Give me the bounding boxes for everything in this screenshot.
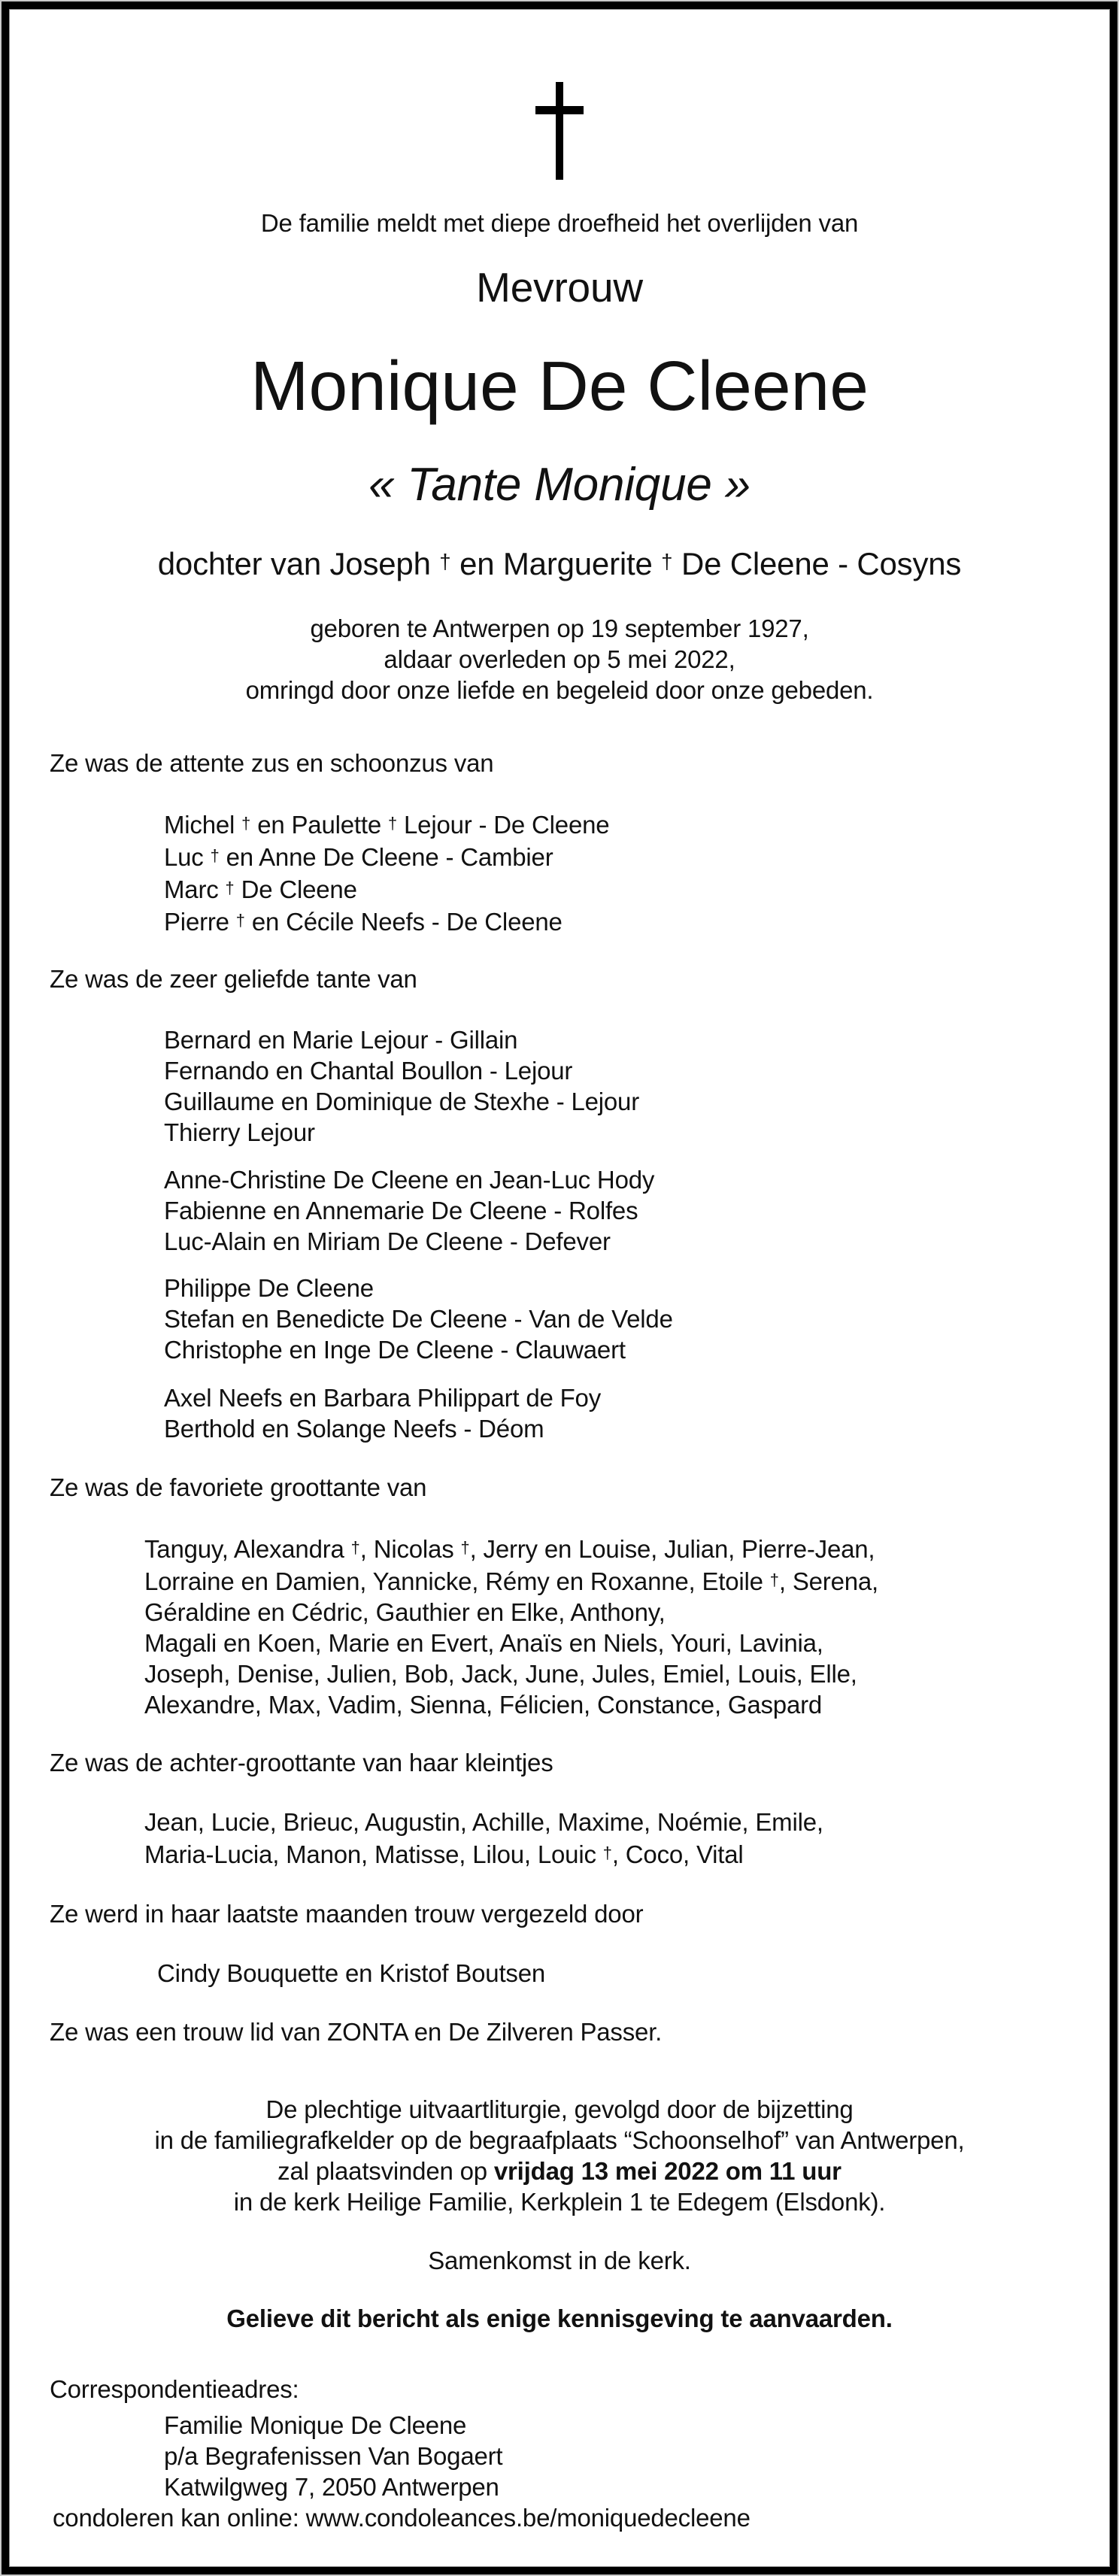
online-condolence-line: condoleren kan online: www.condoleances.be/moniquedecleene <box>53 2504 751 2532</box>
list-item: Guillaume en Dominique de Stexhe - Lejour <box>164 1088 639 1116</box>
list-item: Joseph, Denise, Julien, Bob, Jack, June, Jules, Emiel, Louis, Elle, <box>144 1660 857 1689</box>
funeral-line-3-prefix: zal plaatsvinden op <box>277 2157 494 2186</box>
list-item: Alexandre, Max, Vadim, Sienna, Félicien, Constance, Gaspard <box>144 1691 823 1719</box>
black-frame <box>2 2 1117 2574</box>
list-item: Pierre † en Cécile Neefs - De Cleene <box>164 908 563 936</box>
address-line: Familie Monique De Cleene <box>164 2411 467 2440</box>
mourning-card <box>9 9 1110 2567</box>
memberships-line: Ze was een trouw lid van ZONTA en De Zilveren Passer. <box>50 2018 663 2047</box>
nieces-group-3 <box>10 1273 1109 1365</box>
list-item: Christophe en Inge De Cleene - Clauwaert <box>164 1336 626 1364</box>
list-item: Tanguy, Alexandra †, Nicolas †, Jerry en Louise, Julian, Pierre-Jean, <box>144 1535 875 1564</box>
list-item: Luc † en Anne De Cleene - Cambier <box>164 842 553 871</box>
grandnieces-list <box>10 1532 1109 1720</box>
correspondence-label: Correspondentieadres: <box>50 2375 299 2404</box>
dagger-icon: † <box>602 1843 612 1863</box>
notice-line: Gelieve dit bericht als enige kennisgeving te aanvaarden. <box>226 2304 893 2333</box>
intro-line: De familie meldt met diepe droefheid het overlijden van <box>260 209 859 237</box>
funeral-date-time: vrijdag 13 mei 2022 om 11 uur <box>493 2157 842 2186</box>
section-greatgrandnieces-title: Ze was de achter-groottante van haar kleintjes <box>50 1749 553 1777</box>
nieces-group-1 <box>10 1024 1109 1148</box>
farewell-line: omringd door onze liefde en begeleid door onze gebeden. <box>245 675 874 704</box>
death-line: aldaar overleden op 5 mei 2022, <box>384 645 735 673</box>
companions-names: Cindy Bouquette en Kristof Boutsen <box>157 1959 546 1988</box>
dagger-icon: † <box>241 813 251 833</box>
list-item: Axel Neefs en Barbara Philippart de Foy <box>164 1384 602 1412</box>
gathering-line: Samenkomst in de kerk. <box>428 2247 691 2275</box>
dagger-icon: † <box>439 550 451 573</box>
funeral-line-2: in de familiegrafkelder op de begraafplaats “Schoonselhof” van Antwerpen, <box>154 2126 965 2155</box>
list-item: Lorraine en Damien, Yannicke, Rémy en Roxanne, Etoile †, Serena, <box>144 1567 879 1596</box>
nieces-group-2 <box>10 1164 1109 1257</box>
siblings-list <box>10 808 1109 937</box>
address-line: Katwilgweg 7, 2050 Antwerpen <box>164 2473 499 2502</box>
list-item: Anne-Christine De Cleene en Jean-Luc Hody <box>164 1166 655 1194</box>
dagger-icon: † <box>235 911 245 930</box>
list-item: Thierry Lejour <box>164 1118 315 1147</box>
life-dates <box>10 613 1109 705</box>
list-item: Bernard en Marie Lejour - Gillain <box>164 1026 518 1054</box>
funeral-line-4: in de kerk Heilige Familie, Kerkplein 1 te Edegem (Elsdonk). <box>233 2188 886 2216</box>
parents-line: dochter van Joseph † en Marguerite † De Cleene - Cosyns <box>157 545 962 581</box>
dagger-icon: † <box>350 1538 360 1558</box>
list-item: Fernando en Chantal Boullon - Lejour <box>164 1057 573 1085</box>
funeral-details <box>10 2094 1109 2217</box>
list-item: Géraldine en Cédric, Gauthier en Elke, Anthony, <box>144 1598 666 1627</box>
list-item: Maria-Lucia, Manon, Matisse, Lilou, Louic †, Coco, Vital <box>144 1840 744 1869</box>
nieces-group-4 <box>10 1382 1109 1444</box>
dagger-icon: † <box>225 878 235 897</box>
funeral-line-3 <box>10 2156 1109 2186</box>
section-nieces-title: Ze was de zeer geliefde tante van <box>50 965 417 994</box>
list-item: Berthold en Solange Neefs - Déom <box>164 1415 544 1443</box>
list-item: Marc † De Cleene <box>164 875 357 904</box>
list-item: Fabienne en Annemarie De Cleene - Rolfes <box>164 1197 638 1225</box>
list-item: Luc-Alain en Miriam De Cleene - Defever <box>164 1227 611 1256</box>
cross-icon <box>535 82 584 180</box>
list-item: Stefan en Benedicte De Cleene - Van de Velde <box>164 1305 673 1334</box>
dagger-icon: † <box>387 813 398 833</box>
correspondence-address <box>10 2410 1109 2502</box>
dagger-icon: † <box>661 550 673 573</box>
list-item: Philippe De Cleene <box>164 1274 374 1303</box>
dagger-icon: † <box>460 1538 470 1558</box>
nickname: « Tante Monique » <box>368 459 751 511</box>
section-siblings-title: Ze was de attente zus en schoonzus van <box>50 748 494 777</box>
list-item: Michel † en Paulette † Lejour - De Cleene <box>164 810 610 839</box>
address-line: p/a Begrafenissen Van Bogaert <box>164 2442 503 2471</box>
section-grandnieces-title: Ze was de favoriete groottante van <box>50 1473 427 1502</box>
dagger-icon: † <box>210 845 220 865</box>
birth-line: geboren te Antwerpen op 19 september 1927, <box>310 614 809 642</box>
list-item: Jean, Lucie, Brieuc, Augustin, Achille, Maxime, Noémie, Emile, <box>144 1808 823 1837</box>
salutation: Mevrouw <box>476 264 643 311</box>
greatgrandnieces-list <box>10 1807 1109 1870</box>
funeral-line-1: De plechtige uitvaartliturgie, gevolgd door de bijzetting <box>265 2095 854 2124</box>
deceased-name: Monique De Cleene <box>250 347 869 425</box>
dagger-icon: † <box>769 1570 779 1590</box>
list-item: Magali en Koen, Marie en Evert, Anaïs en Niels, Youri, Lavinia, <box>144 1629 823 1658</box>
section-companions-title: Ze werd in haar laatste maanden trouw vergezeld door <box>50 1900 644 1928</box>
